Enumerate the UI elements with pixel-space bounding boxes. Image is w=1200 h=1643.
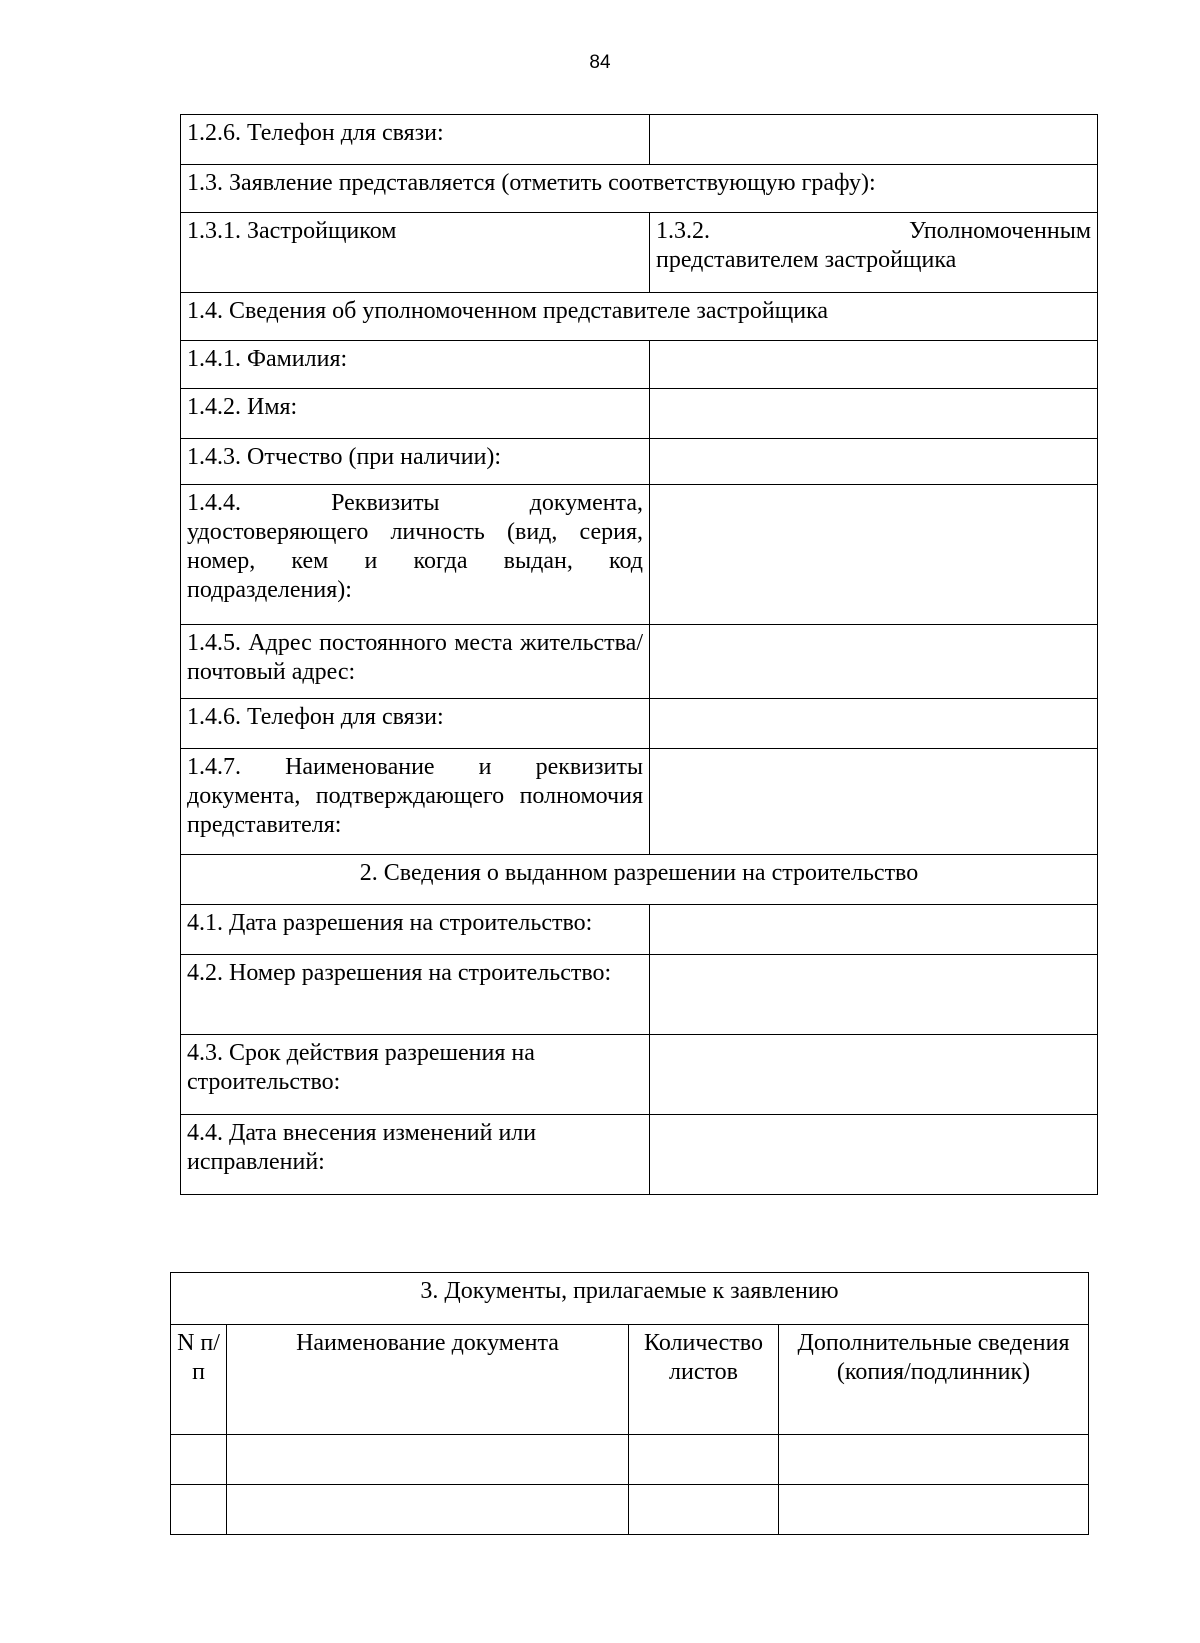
cell-sheet-count[interactable] [629,1435,779,1485]
page-number: 84 [589,52,611,73]
cell-additional-info[interactable] [779,1435,1089,1485]
option-number: 1.3.2. [656,218,710,244]
label-patronymic: 1.4.3. Отчество (при наличии): [181,439,650,485]
option-authorized-representative[interactable] [650,213,1098,293]
field-permit-date[interactable] [650,905,1098,955]
col-header-number: N п/п [171,1325,227,1435]
heading-representative-info: 1.4. Сведения об уполномоченном представителе застройщика [181,293,1098,341]
field-amendment-date[interactable] [650,1115,1098,1195]
application-form-table [180,114,1098,1195]
table-row [171,1435,1089,1485]
label-address: 1.4.5. Адрес постоянного места жительства/почтовый адрес: [181,625,650,699]
option-label-part2: представителем застройщика [656,247,957,273]
label-amendment-date: 4.4. Дата внесения изменений или исправлений: [181,1115,650,1195]
label-representative-phone: 1.4.6. Телефон для связи: [181,699,650,749]
label-permit-validity: 4.3. Срок действия разрешения на строительство: [181,1035,650,1115]
label-first-name: 1.4.2. Имя: [181,389,650,439]
col-header-additional-info: Дополнительные сведения (копия/подлинник) [779,1325,1089,1435]
option-label-part1: Уполномоченным [908,218,1091,244]
cell-number[interactable] [171,1435,227,1485]
field-surname[interactable] [650,341,1098,389]
field-permit-validity[interactable] [650,1035,1098,1115]
label-phone-contact: 1.2.6. Телефон для связи: [181,115,650,165]
field-address[interactable] [650,625,1098,699]
field-id-document[interactable] [650,485,1098,625]
label-surname: 1.4.1. Фамилия: [181,341,650,389]
col-header-document-name: Наименование документа [227,1325,629,1435]
attached-documents-table [170,1272,1089,1535]
option-developer[interactable]: 1.3.1. Застройщиком [181,213,650,293]
field-representative-phone[interactable] [650,699,1098,749]
label-permit-number: 4.2. Номер разрешения на строительство: [181,955,650,1035]
field-phone-contact[interactable] [650,115,1098,165]
cell-sheet-count[interactable] [629,1485,779,1535]
cell-number[interactable] [171,1485,227,1535]
col-header-sheet-count: Количество листов [629,1325,779,1435]
field-permit-number[interactable] [650,955,1098,1035]
table-row [171,1485,1089,1535]
label-id-document: 1.4.4. Реквизиты документа, удостоверяющего личность (вид, серия, номер, кем и когда выдан, код подразделения): [181,485,650,625]
heading-permit-info: 2. Сведения о выданном разрешении на строительство [181,855,1098,905]
heading-applicant-type: 1.3. Заявление представляется (отметить соответствующую графу): [181,165,1098,213]
field-first-name[interactable] [650,389,1098,439]
field-authority-document[interactable] [650,749,1098,855]
cell-document-name[interactable] [227,1435,629,1485]
cell-additional-info[interactable] [779,1485,1089,1535]
documents-title: 3. Документы, прилагаемые к заявлению [171,1273,1089,1325]
field-patronymic[interactable] [650,439,1098,485]
label-authority-document: 1.4.7. Наименование и реквизиты документа, подтверждающего полномочия представителя: [181,749,650,855]
cell-document-name[interactable] [227,1485,629,1535]
label-permit-date: 4.1. Дата разрешения на строительство: [181,905,650,955]
